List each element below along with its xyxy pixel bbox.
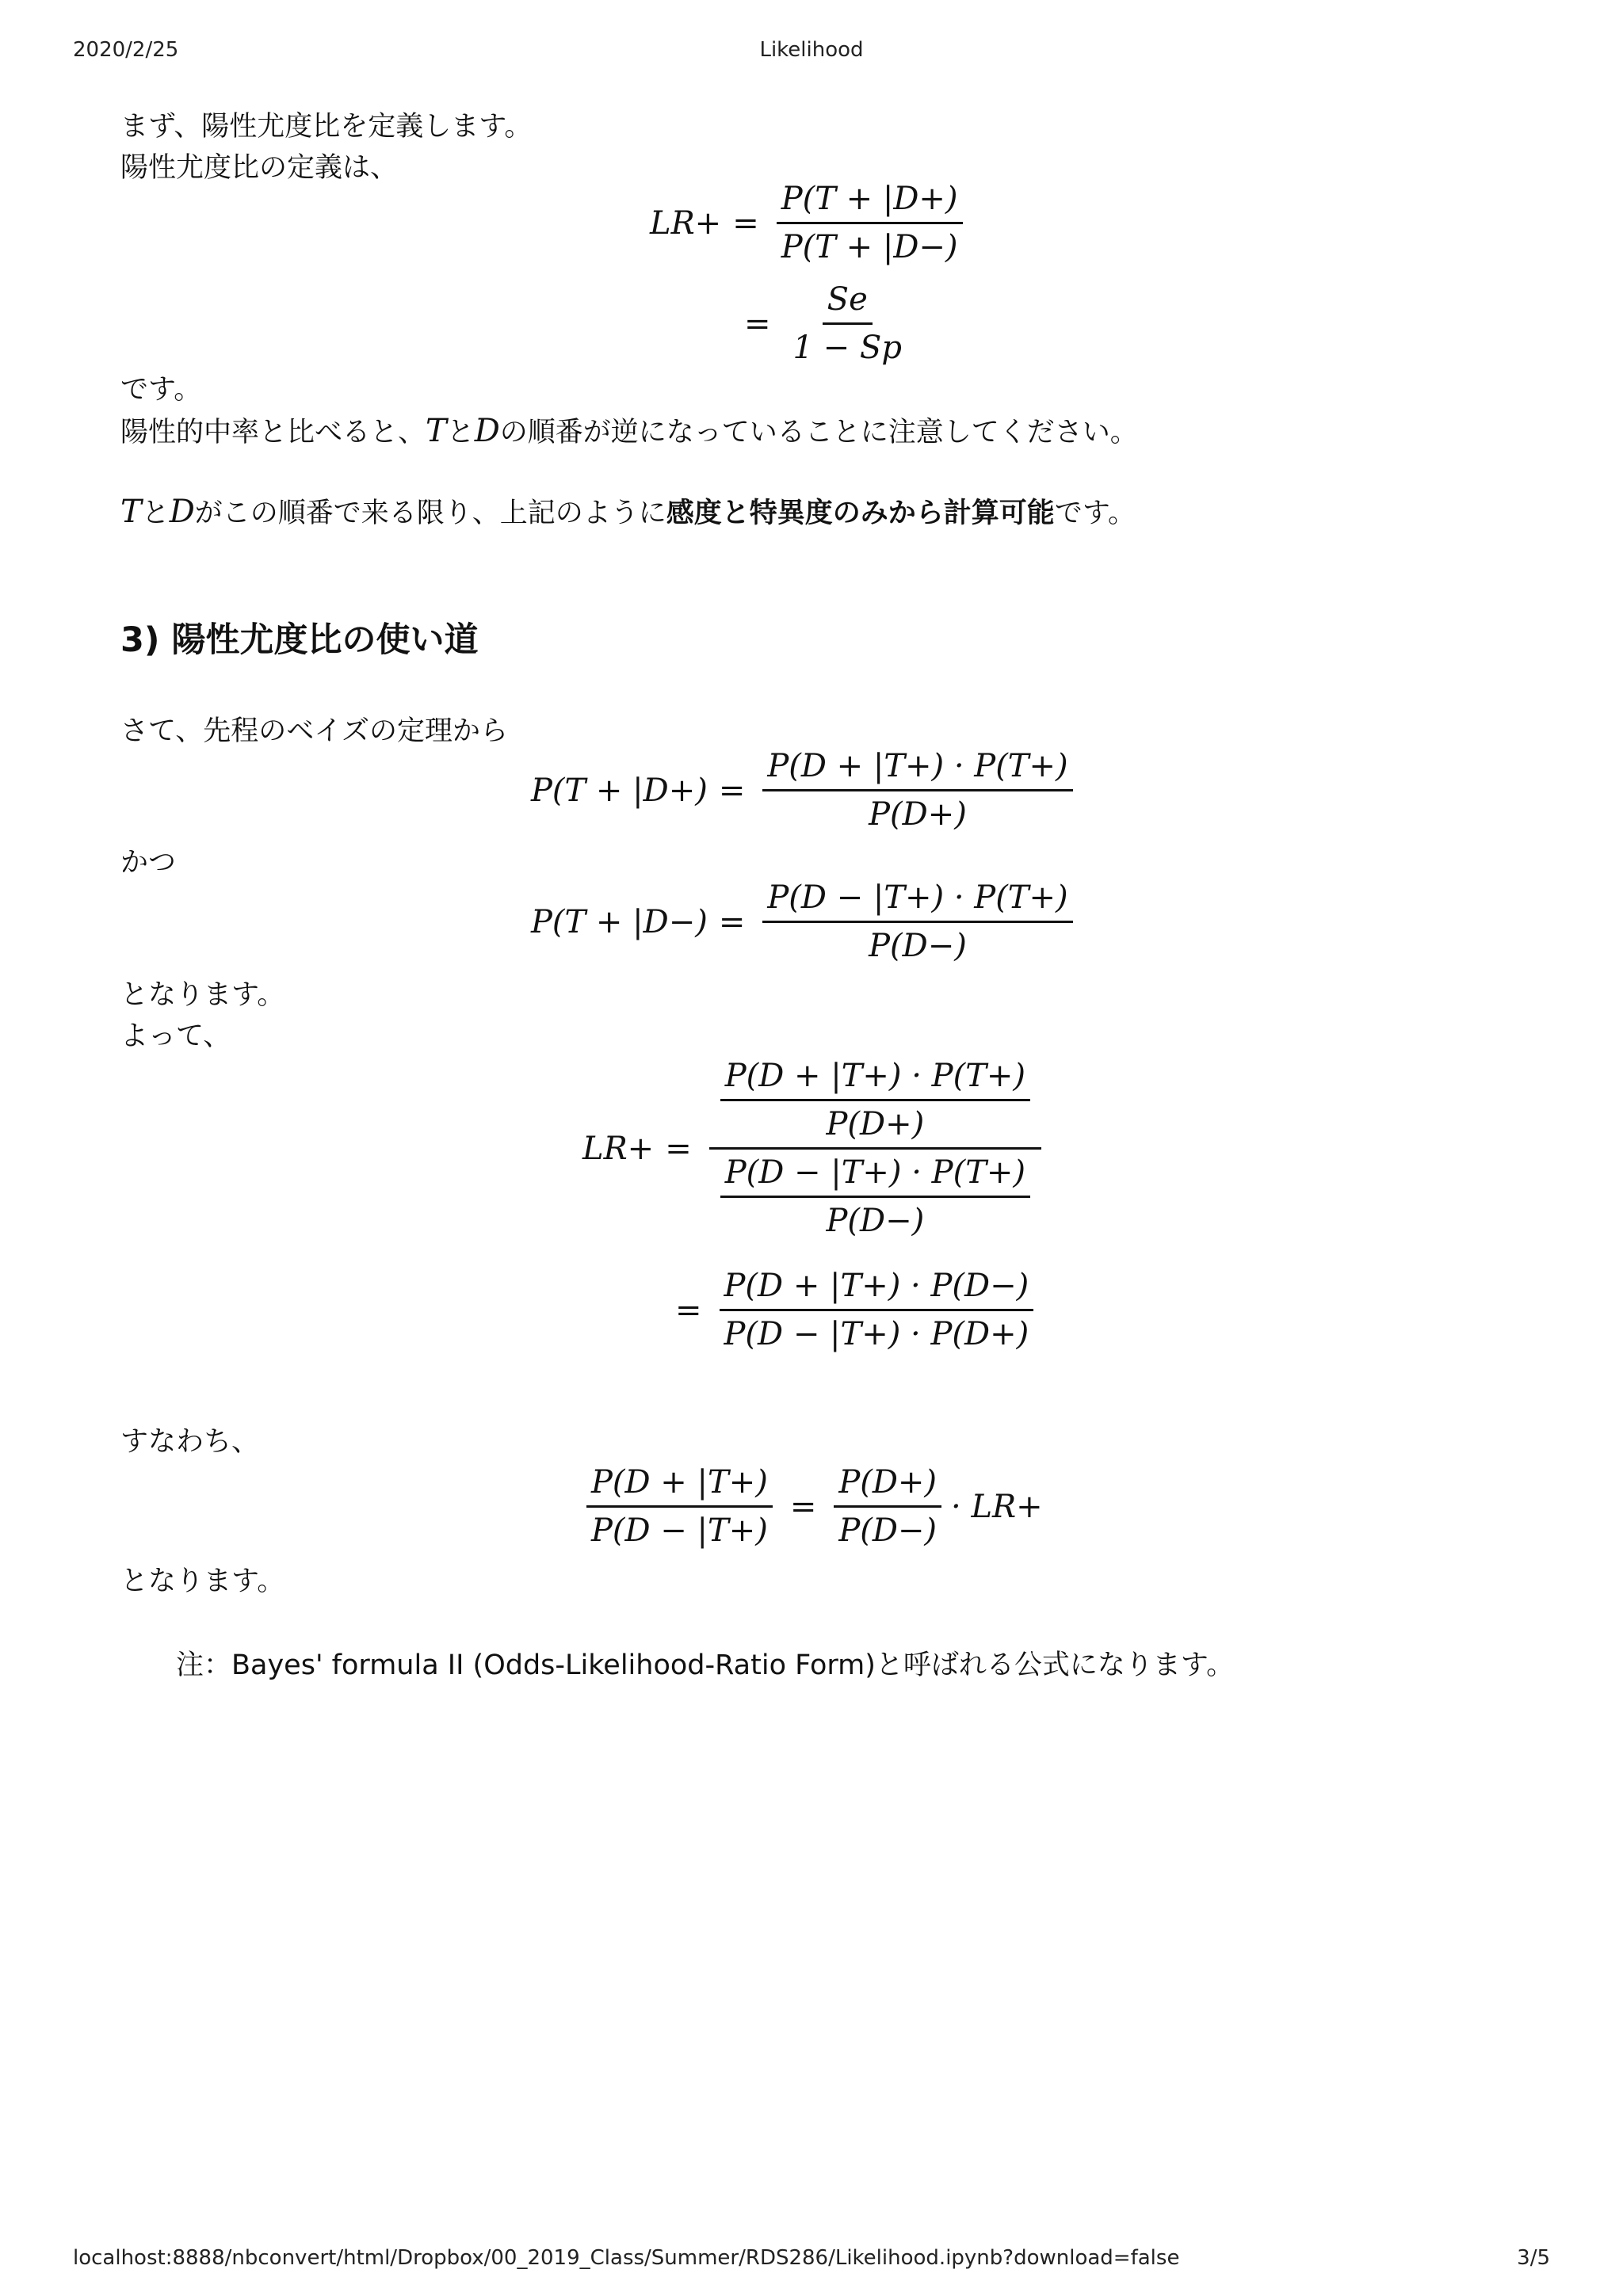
order-bold: 感度と特異度のみから計算可能 (666, 498, 1055, 529)
intro-line-2: 陽性尤度比の定義は、 (120, 152, 399, 184)
odds-formula (580, 1464, 1043, 1549)
compound-fraction (709, 1058, 1041, 1239)
se-sp-fraction (789, 281, 907, 366)
odds-rhs-denominator: P(D−) (838, 1512, 938, 1549)
order-mid: と (141, 498, 170, 529)
result-denominator: P(D − |T+) · P(D+) (724, 1316, 1029, 1352)
lr-lhs: LR+ (582, 1130, 655, 1167)
lr-denominator: P(T + |D−) (781, 229, 958, 265)
desu-line: です。 (120, 374, 202, 406)
bayes2-lhs: P(T + |D−) (531, 903, 708, 940)
header-title: Likelihood (759, 38, 864, 62)
equals-sign: = (789, 1488, 817, 1525)
inner-bottom-numerator: P(D − |T+) · P(T+) (720, 1154, 1030, 1198)
equals-sign: = (744, 305, 771, 342)
equals-sign: = (675, 1291, 702, 1329)
bayes-formula-1 (531, 748, 1079, 833)
compound-denominator (709, 1150, 1041, 1239)
lr-se-sp-formula (733, 281, 913, 366)
bayes1-numerator: P(D + |T+) · P(T+) (762, 748, 1072, 791)
bayes1-lhs: P(T + |D+) (531, 772, 708, 809)
bayes-intro: さて、先程のベイズの定理から (120, 715, 508, 747)
var-d: D (169, 494, 195, 530)
lr-lhs: LR+ (650, 204, 722, 242)
equals-sign: = (718, 772, 746, 809)
inner-top-denominator: P(D+) (826, 1106, 925, 1142)
inner-bottom-denominator: P(D−) (826, 1203, 925, 1239)
footer-page-number: 3/5 (1517, 2246, 1550, 2270)
lr-result-formula (664, 1268, 1040, 1352)
compare-to: と (446, 417, 475, 448)
order-line (120, 491, 1136, 534)
result-fraction (720, 1268, 1034, 1352)
bayes2-denominator: P(D−) (869, 928, 967, 964)
odds-lhs-denominator: P(D − |T+) (591, 1512, 768, 1549)
lr-numerator: P(T + |D+) (777, 181, 963, 224)
lr-fraction (777, 181, 963, 265)
order-mid-2: がこの順番で来る限り、上記のように (194, 498, 666, 529)
sunawachi-line: すなわち、 (120, 1426, 260, 1458)
narimasu-line-1: となります。 (120, 979, 285, 1011)
odds-rhs-fraction (834, 1464, 941, 1549)
equals-sign: = (718, 903, 746, 940)
inner-fraction-top (720, 1058, 1030, 1142)
odds-tail: · LR+ (951, 1488, 1043, 1525)
se-numerator: Se (823, 281, 873, 325)
inner-top-numerator: P(D + |T+) · P(T+) (720, 1058, 1030, 1101)
equals-sign: = (732, 204, 759, 242)
bayes1-denominator: P(D+) (869, 796, 967, 833)
yotte-line: よって、 (120, 1020, 231, 1052)
bayes2-numerator: P(D − |T+) · P(T+) (762, 879, 1072, 923)
odds-lhs-numerator: P(D + |T+) (586, 1464, 773, 1508)
var-t: T (426, 413, 447, 449)
bayes2-fraction (762, 879, 1072, 964)
var-d: D (474, 413, 500, 449)
inner-fraction-bottom (720, 1154, 1030, 1239)
one-minus-sp-denominator: 1 − Sp (792, 330, 902, 366)
odds-lhs-fraction (586, 1464, 773, 1549)
odds-rhs-numerator: P(D+) (834, 1464, 941, 1508)
intro-line-1: まず、陽性尤度比を定義します。 (120, 111, 533, 143)
equals-sign: = (665, 1130, 692, 1167)
header-date: 2020/2/25 (73, 38, 179, 62)
var-t: T (120, 494, 142, 530)
bayes1-fraction (762, 748, 1072, 833)
lr-definition-formula (650, 181, 969, 265)
compound-numerator (709, 1058, 1041, 1150)
lr-compound-formula (582, 1058, 1048, 1239)
bayes-formula-2 (531, 879, 1079, 964)
narimasu-line-2: となります。 (120, 1566, 285, 1597)
note-line: 注：Bayes' formula II (Odds-Likelihood-Ratio Form)と呼ばれる公式になります。 (176, 1650, 1235, 1681)
compare-pre: 陽性的中率と比べると、 (120, 417, 426, 448)
section-heading: 3) 陽性尤度比の使い道 (120, 620, 479, 660)
compare-post: の順番が逆になっていることに注意してください。 (499, 417, 1138, 448)
katsu-line: かつ (120, 847, 177, 879)
compare-line (120, 410, 1138, 453)
order-post: です。 (1054, 498, 1136, 529)
result-numerator: P(D + |T+) · P(D−) (720, 1268, 1034, 1311)
footer-url: localhost:8888/nbconvert/html/Dropbox/00_2019_Class/Summer/RDS286/Likelihood.ipynb?download=false (73, 2246, 1180, 2270)
